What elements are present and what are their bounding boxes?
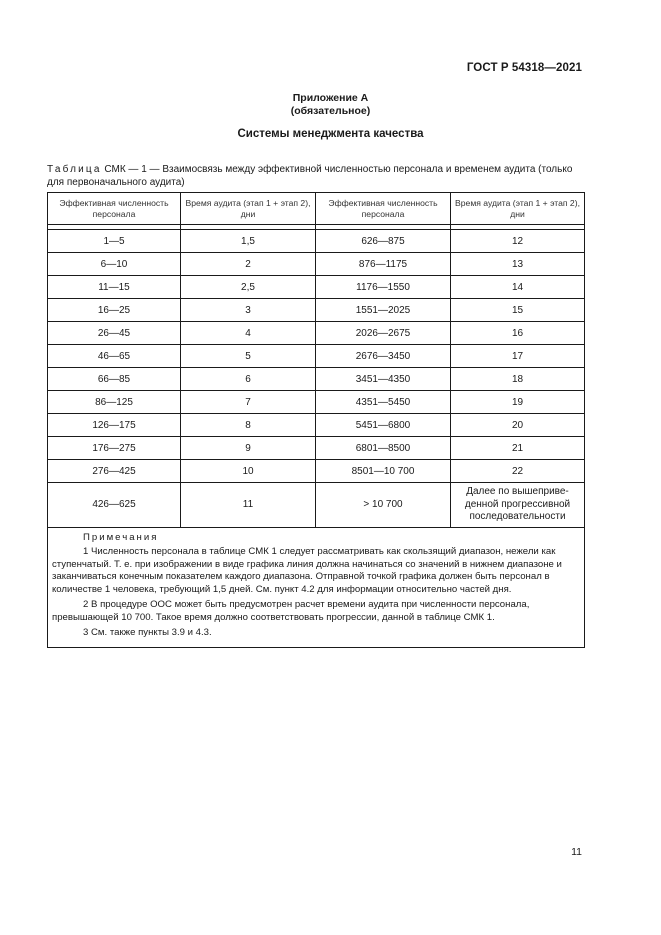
table-cell: 20 [451,414,585,437]
header-audit-time-1: Время аудита (этап 1 + этап 2), дни [181,193,316,225]
table-cell: 11 [181,483,316,528]
table-cell: 14 [451,276,585,299]
note-3: 3 См. также пункты 3.9 и 4.3. [83,626,212,638]
header-audit-time-2: Время аудита (этап 1 + этап 2), дни [451,193,585,225]
table-caption [47,163,587,189]
table-row [48,437,585,460]
table-cell: 86—125 [48,391,181,414]
table-cell: 2 [181,253,316,276]
table-cell: 1,5 [181,230,316,253]
table-cell: 46—65 [48,345,181,368]
table-cell: 126—175 [48,414,181,437]
table-row [48,322,585,345]
table-row [48,230,585,253]
table-cell: 276—425 [48,460,181,483]
table-cell: 176—275 [48,437,181,460]
table-cell: 9 [181,437,316,460]
table-cell: 16—25 [48,299,181,322]
table-cell: 10 [181,460,316,483]
notes-title: Примечания [83,532,159,543]
table-caption-text: СМК — 1 — Взаимосвязь между эффективной численностью персонала и временем аудита (только для первоначального аудита) [47,164,573,188]
table-row [48,391,585,414]
annex-heading [0,92,661,118]
annex-title: Приложение А [292,92,369,104]
table-row [48,483,585,528]
table-row [48,276,585,299]
table-cell: 426—625 [48,483,181,528]
page-number: 11 [571,846,582,858]
table-row [48,253,585,276]
table-cell: 3451—4350 [316,368,451,391]
table-cell: 4351—5450 [316,391,451,414]
table-row [48,460,585,483]
table-row [48,368,585,391]
table-cell: 626—875 [316,230,451,253]
table-cell: 2676—3450 [316,345,451,368]
header-headcount-1: Эффективная численность персонала [48,193,181,225]
table-cell: Далее по вышеприве-денной прогрессивной последовательности [451,483,585,528]
table-header-row [48,193,585,225]
table-cell: 5451—6800 [316,414,451,437]
table-cell: 7 [181,391,316,414]
table-row [48,299,585,322]
table-cell: 26—45 [48,322,181,345]
table-cell: 8 [181,414,316,437]
audit-time-table [47,192,585,648]
table-cell: 6—10 [48,253,181,276]
note-1: 1 Численность персонала в таблице СМК 1 следует рассматривать как скользящий диапазон, нежели как ступенчатый. Т. е. при изображении в виде графика линия должна начинаться со значений в нижнем диапазоне и заканчиваться конечным показателем каждого диапазона. Отправной точкой графика должен быть персонал в количестве 1 человека, требующий 1,5 дней. См. пункт 4.2 для информации относительно частей дня. [52,545,562,596]
table-cell: 4 [181,322,316,345]
table-cell: 12 [451,230,585,253]
header-headcount-2: Эффективная численность персонала [316,193,451,225]
table-cell: 13 [451,253,585,276]
table-row [48,414,585,437]
table-cell: 5 [181,345,316,368]
table-cell: 1551—2025 [316,299,451,322]
table-cell: > 10 700 [316,483,451,528]
table-notes [48,528,585,648]
table-cell: 6 [181,368,316,391]
table-cell: 2,5 [181,276,316,299]
standard-code: ГОСТ Р 54318—2021 [466,62,582,74]
section-title: Системы менеджмента качества [237,128,424,140]
table-cell: 1176—1550 [316,276,451,299]
table-cell: 19 [451,391,585,414]
table-cell: 18 [451,368,585,391]
table-cell: 17 [451,345,585,368]
table-cell: 3 [181,299,316,322]
table-cell: 11—15 [48,276,181,299]
note-2: 2 В процедуре ООС может быть предусмотрен расчет времени аудита при численности персонала, превышающей 10 700. Такое время должно соответствовать прогрессии, данной в таблице СМК 1. [52,598,530,623]
table-row [48,345,585,368]
table-cell: 6801—8500 [316,437,451,460]
table-cell: 2026—2675 [316,322,451,345]
table-cell: 876—1175 [316,253,451,276]
table-cell: 21 [451,437,585,460]
table-cell: 22 [451,460,585,483]
table-cell: 15 [451,299,585,322]
table-cell: 8501—10 700 [316,460,451,483]
table-caption-label: Таблица [47,164,102,175]
table-cell: 1—5 [48,230,181,253]
table-notes-row [48,528,585,648]
table-cell: 16 [451,322,585,345]
table-cell: 66—85 [48,368,181,391]
annex-status: (обязательное) [290,105,371,117]
